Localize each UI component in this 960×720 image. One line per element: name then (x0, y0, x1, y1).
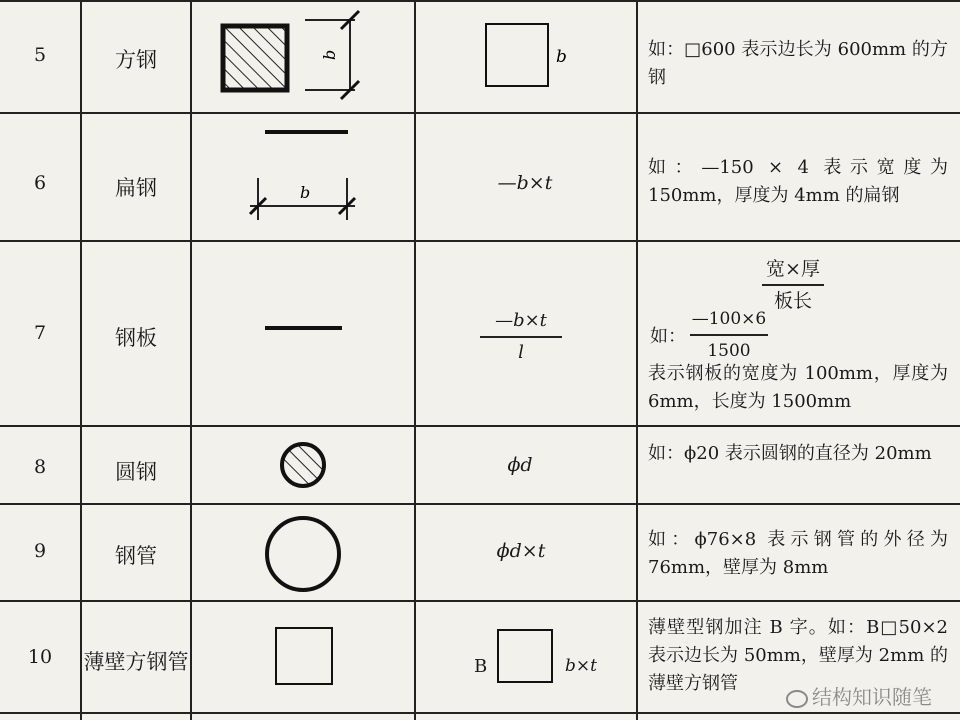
description: 薄壁型钢加注 B 字。如：B□50×2 表示边长为 50mm，壁厚为 2mm 的薄壁方钢管 (648, 617, 948, 694)
symbol-mark: ϕd (507, 454, 533, 476)
row-divider (0, 712, 960, 714)
header-denominator: 板长 (773, 290, 812, 312)
description: 表示钢板的宽度为 100mm，厚度为 6mm，长度为 1500mm (648, 363, 948, 412)
steel-pipe-figure (258, 510, 348, 600)
material-name: 方钢 (115, 48, 157, 72)
mark-denominator: l (518, 342, 524, 363)
row-number: 8 (33, 456, 47, 478)
flat-steel-figure (230, 120, 380, 230)
description: 如：—150 × 4 表示宽度为 150mm，厚度为 4mm 的扁钢 (648, 157, 948, 206)
svg-text:b: b (556, 47, 567, 67)
material-name: 钢管 (115, 544, 157, 568)
header-numerator: 宽×厚 (766, 258, 820, 280)
thin-square-tube-figure (268, 622, 338, 692)
row-number: 9 (33, 540, 47, 562)
description-header (762, 256, 824, 314)
plate-figure (260, 318, 350, 338)
material-name: 薄壁方钢管 (83, 650, 189, 674)
mark-prefix: B (474, 656, 488, 677)
row-divider (0, 0, 960, 2)
square-mark-figure (494, 628, 554, 688)
column-divider (80, 0, 82, 720)
watermark (786, 681, 932, 710)
column-divider (636, 0, 638, 720)
square-steel-figure (205, 8, 405, 108)
example-denominator: 1500 (707, 341, 751, 361)
square-section (223, 26, 287, 90)
row-divider (0, 112, 960, 114)
description: 如：ϕ20 表示圆钢的直径为 20mm (648, 443, 932, 464)
material-name: 扁钢 (115, 176, 157, 200)
material-name: 圆钢 (115, 460, 157, 484)
material-name: 钢板 (115, 326, 157, 350)
svg-text:b: b (300, 183, 311, 202)
row-divider (0, 600, 960, 602)
example-numerator: —100×6 (691, 309, 767, 329)
chat-icon (786, 690, 808, 708)
dimension-label: b (320, 49, 339, 60)
row-number: 6 (33, 172, 47, 194)
row-number: 5 (33, 44, 47, 66)
example-prefix: 如： (650, 326, 686, 347)
mark-numerator: —b×t (495, 310, 547, 331)
description: 如：ϕ76×8 表示钢管的外径为 76mm，壁厚为 8mm (648, 529, 948, 578)
symbol-mark: —b×t (497, 172, 553, 194)
column-divider (414, 0, 416, 720)
fraction-mark (480, 308, 562, 366)
round-steel-figure (276, 438, 330, 492)
row-divider (0, 503, 960, 505)
symbol-mark: b×t (565, 656, 597, 676)
row-divider (0, 425, 960, 427)
square-mark-figure (480, 18, 580, 98)
watermark-text: 结构知识随笔 (812, 685, 932, 709)
symbol-mark: ϕd×t (496, 540, 546, 562)
example-fraction (690, 306, 768, 364)
row-divider (0, 240, 960, 242)
row-number: 10 (27, 646, 53, 668)
description: 如：□600 表示边长为 600mm 的方钢 (648, 39, 948, 88)
column-divider (190, 0, 192, 720)
row-number: 7 (33, 322, 47, 344)
